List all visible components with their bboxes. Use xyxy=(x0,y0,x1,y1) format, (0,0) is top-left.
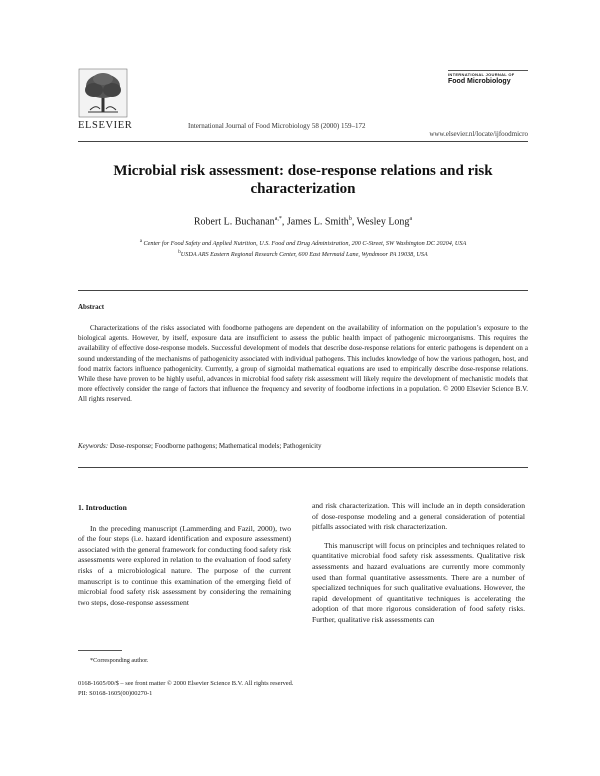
right-column xyxy=(312,501,525,626)
copyright-line: 0168-1605/00/$ – see front matter © 2000 Elsevier Science B.V. All rights reserved. xyxy=(78,680,294,687)
journal-brand-small: INTERNATIONAL JOURNAL OF xyxy=(448,70,528,77)
affiliation-text: USDA ARS Eastern Regional Research Center, 600 East Mermaid Lane, Wyndmoor PA 19038, USA xyxy=(180,251,428,259)
author-mark: a xyxy=(409,216,413,222)
keywords-list: Dose-response; Foodborne pathogens; Mathematical models; Pathogenicity xyxy=(109,442,322,450)
body-paragraph: This manuscript will focus on principles and techniques related to quantitative microbial food safety risk assessments. Qualitative risk assessments and hazard evaluations are currently more commonly used than formal quantitative assessments. There are a number of specialized techniques for such qualitative evaluations. However, the rapid development of quantitative techniques is accelerating the adoption of that more rigorous consideration of food safety risks. Further, qualitative risk assessments can xyxy=(312,540,525,624)
affiliation-mark: a xyxy=(139,239,142,244)
journal-url[interactable]: www.elsevier.nl/locate/ijfoodmicro xyxy=(429,130,528,138)
elsevier-logo xyxy=(78,68,133,132)
author-separator: , xyxy=(351,216,357,228)
abstract-heading: Abstract xyxy=(78,303,105,311)
journal-citation: International Journal of Food Microbiology 58 (2000) 159–172 xyxy=(188,122,366,130)
footnote-divider xyxy=(78,650,122,651)
keywords xyxy=(78,442,528,450)
article-title: Microbial risk assessment: dose-response relations and risk characterization xyxy=(113,163,493,197)
author-mark: b xyxy=(348,216,352,222)
affiliation-text: Center for Food Safety and Applied Nutrition, U.S. Food and Drug Administration, 200 C-Street, SW Washington DC 20204, USA xyxy=(143,240,467,248)
author-mark: a,* xyxy=(274,216,282,222)
pii-line: PII: S0168-1605(00)00270-1 xyxy=(78,689,153,697)
author-separator: , xyxy=(281,216,287,228)
abstract-bottom-divider xyxy=(78,467,528,468)
author-name: Robert L. Buchanan xyxy=(193,216,275,228)
left-column xyxy=(78,503,291,608)
abstract-top-divider xyxy=(78,290,528,291)
affiliation-item xyxy=(78,237,528,248)
journal-brand xyxy=(448,70,528,85)
corresponding-author-note: *Corresponding author. xyxy=(90,657,149,664)
journal-header xyxy=(78,68,528,140)
header-divider xyxy=(78,141,528,142)
journal-brand-main: Food Microbiology xyxy=(448,78,511,85)
keywords-label: Keywords: xyxy=(78,442,109,450)
author-list xyxy=(78,216,528,227)
body-paragraph: and risk characterization. This will include an in depth consideration of dose-response modeling and a general consideration of potential pitfalls associated with risk characterization. xyxy=(312,501,525,532)
body-paragraph: In the preceding manuscript (Lammerding and Fazil, 2000), two of the four steps (i.e. hazard identification and exposure assessment) associated with the general framework for conducting food safety risk assessments were explored in relation to the evaluation of food safety risks of a microbiological nature. The purpose of the current manuscript is to continue this examination of the emerging field of microbial food safety risk assessment by considering the remaining two steps, dose-response assessment xyxy=(78,523,291,607)
affiliations xyxy=(78,237,528,259)
abstract-body: Characterizations of the risks associated with foodborne pathogens are dependent on the availability of information on the population’s exposure to the biological agents. However, by itself, exposure data are insufficient to assess the public health impact of pathogenic microorganisms. This requires the availability of effective dose-response models. Successful development of models that describe dose-response relations for enteric pathogens is dependent on a sound understanding of the mechanisms of pathogenicity associated with individual pathogens. This includes knowledge of how the various pathogen, host, and food matrix factors influence pathogenicity. Currently, a group of sigmoidal mathematical equations are used to empirically describe dose-response relations. While these have proven to be highly useful, advances in microbial food safety risk assessment will likely require the development of mechanistic models that more effectively consider the range of factors that influence the frequency and severity of foodborne infections in a population. © 2000 Elsevier Science B.V. All rights reserved. xyxy=(78,324,528,404)
section-heading: 1. Introduction xyxy=(78,503,127,512)
elsevier-tree-icon xyxy=(78,68,128,118)
publisher-info xyxy=(78,679,293,698)
affiliation-item xyxy=(78,248,528,259)
publisher-logo-text: ELSEVIER xyxy=(78,120,133,131)
author-name: James L. Smith xyxy=(286,216,349,228)
author-name: Wesley Long xyxy=(356,216,410,228)
affiliation-mark: b xyxy=(178,250,181,256)
